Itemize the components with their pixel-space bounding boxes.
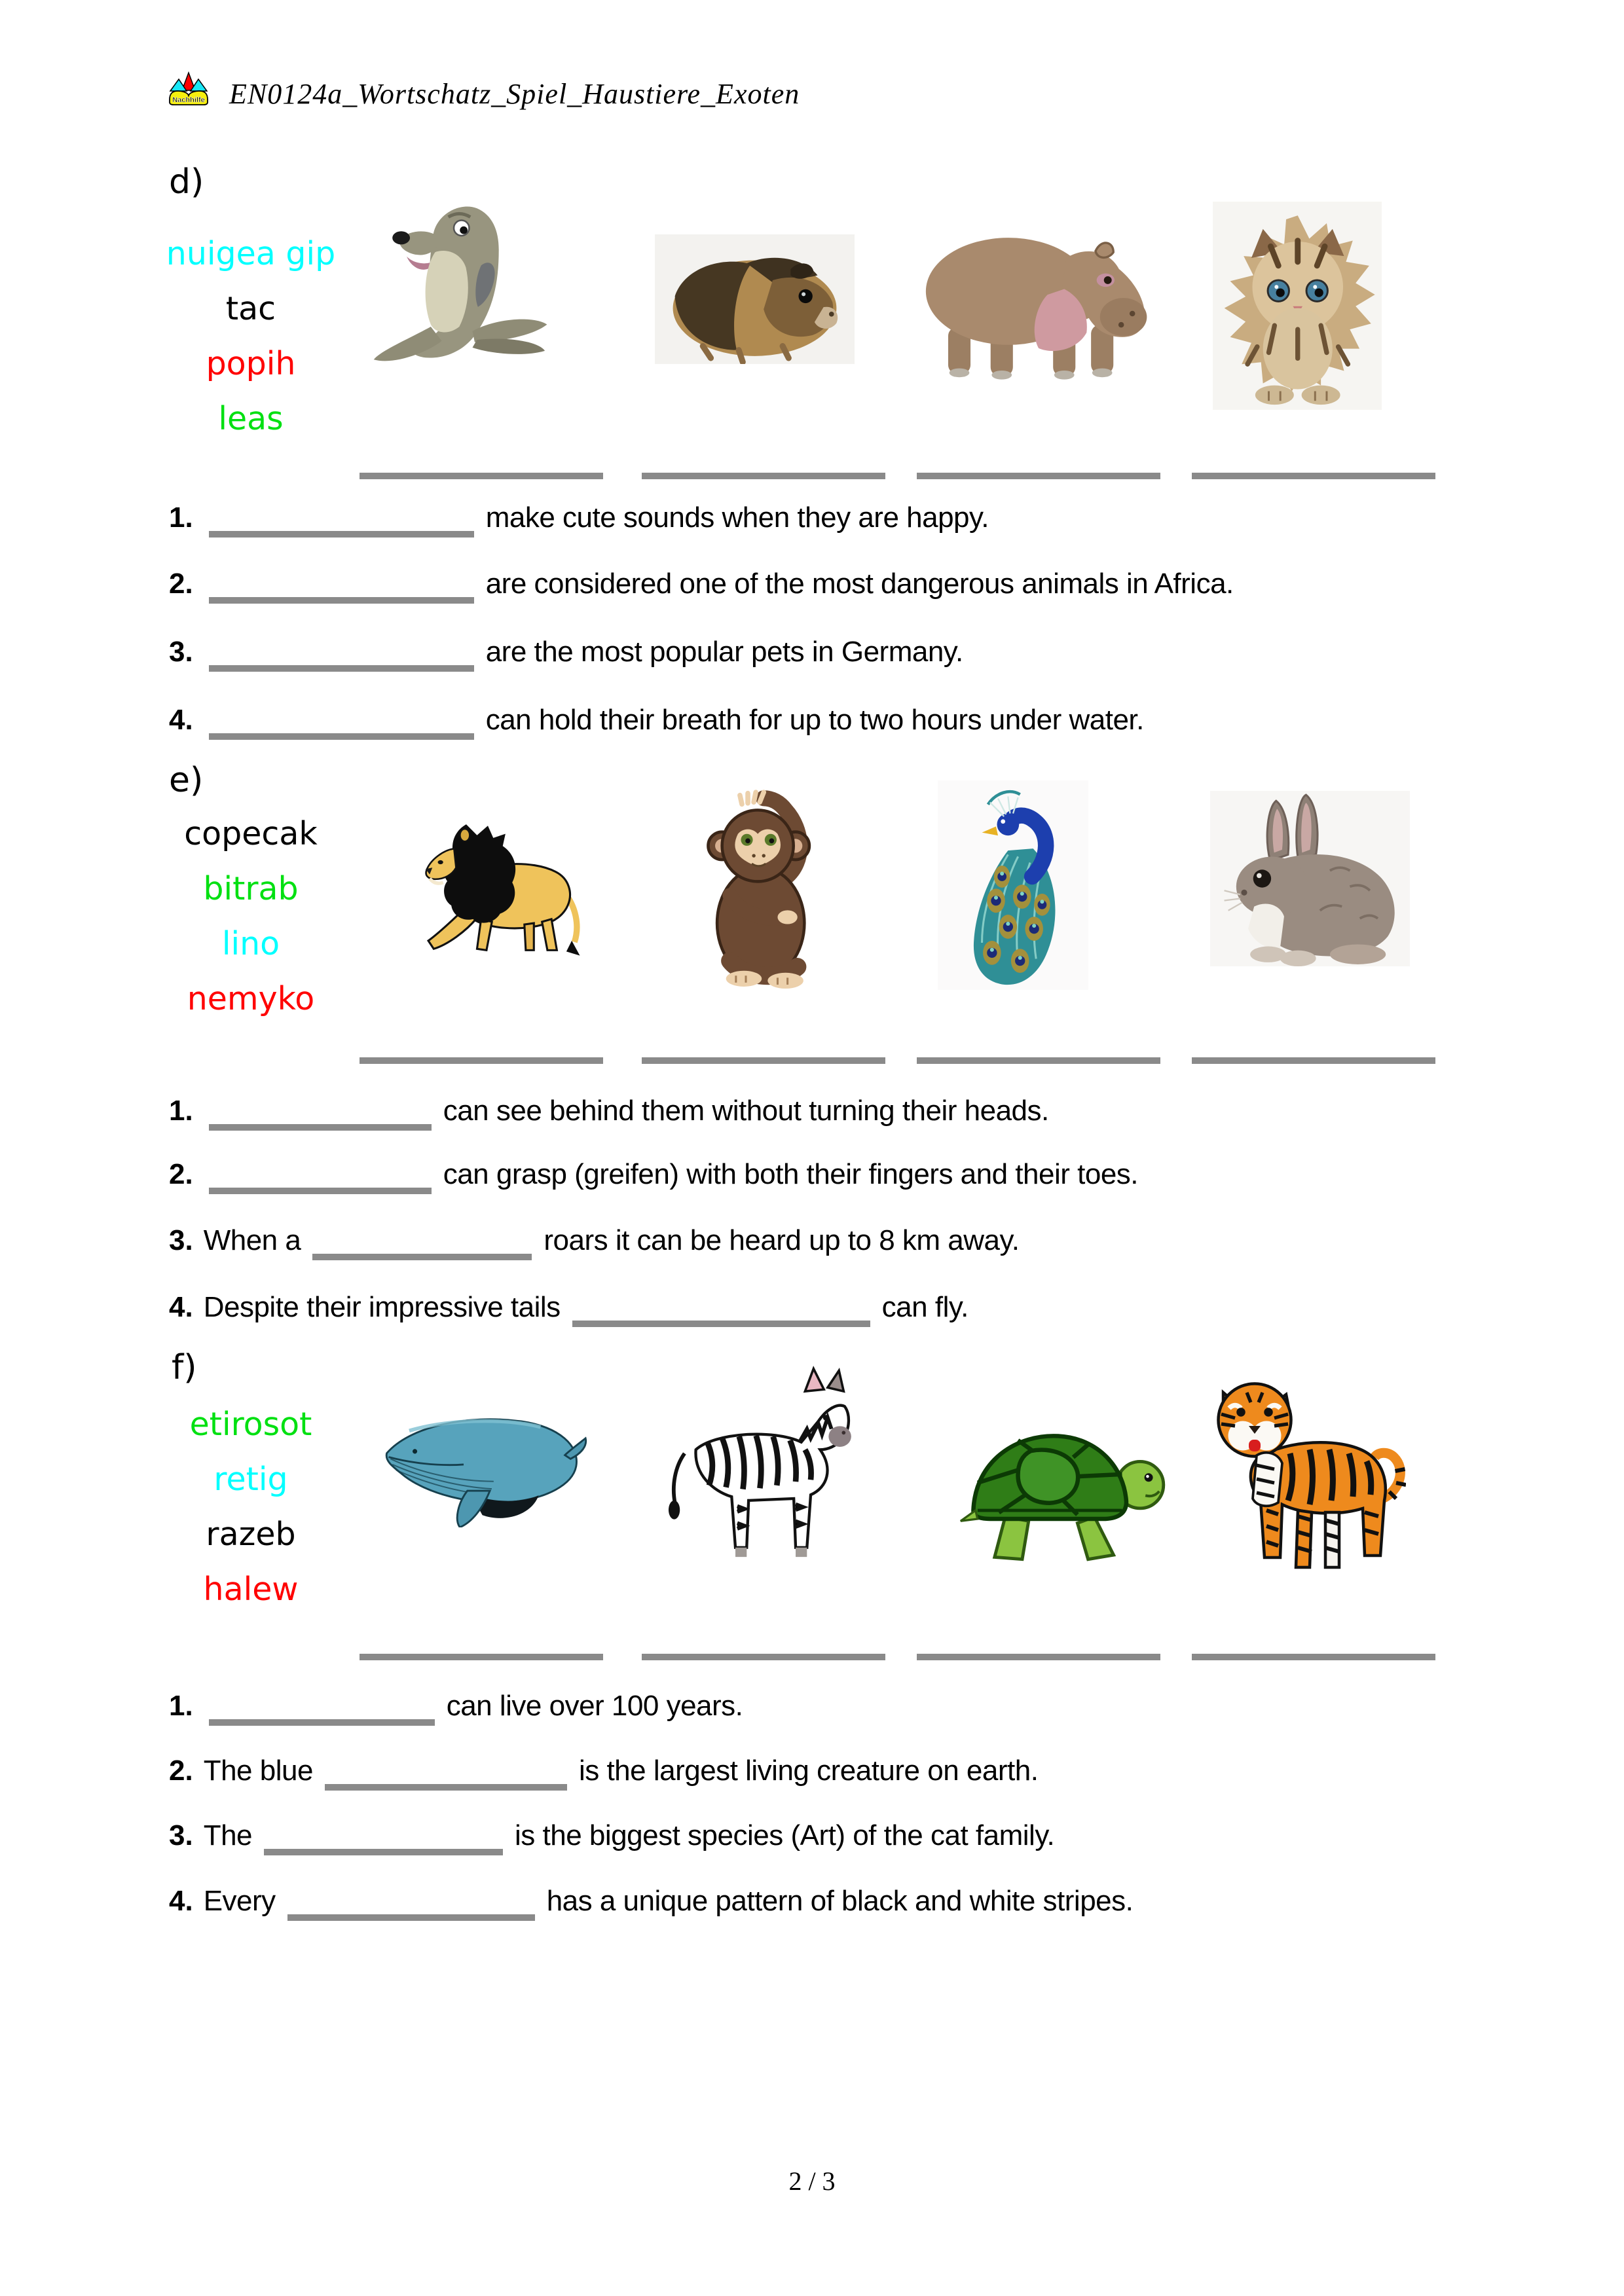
sentence: 1. make cute sounds when they are happy. bbox=[169, 501, 989, 538]
sentence-number: 1. bbox=[169, 1690, 193, 1722]
seal-image bbox=[367, 195, 622, 414]
sentence: 2. are considered one of the most dangerous animals in Africa. bbox=[169, 568, 1234, 604]
answer-line bbox=[642, 1654, 885, 1660]
answer-line bbox=[917, 1654, 1160, 1660]
sentence-number: 1. bbox=[169, 501, 193, 534]
answer-blank bbox=[209, 1188, 432, 1194]
answer-line bbox=[360, 1057, 603, 1064]
section-f-words bbox=[149, 1397, 352, 1617]
scrambled-word: leas bbox=[218, 400, 284, 437]
answer-blank bbox=[209, 1719, 435, 1726]
sentence-number: 2. bbox=[169, 1158, 193, 1190]
scrambled-word: copecak bbox=[184, 815, 318, 852]
sentence-number: 2. bbox=[169, 1755, 193, 1787]
answer-blank bbox=[264, 1849, 503, 1855]
sentence-number: 4. bbox=[169, 704, 193, 736]
answer-line bbox=[1192, 1654, 1435, 1660]
zebra-image bbox=[658, 1363, 851, 1589]
sentence: 4. Despite their impressive tails can fly. bbox=[169, 1291, 969, 1327]
answer-blank bbox=[209, 1124, 432, 1131]
answer-blank bbox=[209, 665, 474, 672]
answer-line bbox=[642, 1057, 885, 1064]
monkey-image bbox=[686, 784, 840, 989]
lion-image bbox=[386, 807, 589, 957]
sentence-number: 3. bbox=[169, 1224, 193, 1256]
whale-image bbox=[381, 1406, 587, 1527]
kitten-image bbox=[1213, 202, 1382, 410]
sentence-number: 4. bbox=[169, 1885, 193, 1917]
logo-text: Nachhilfe bbox=[172, 96, 205, 104]
tiger-image bbox=[1200, 1363, 1406, 1589]
sentence: 4. Every has a unique pattern of black and white stripes. bbox=[169, 1885, 1133, 1921]
answer-blank bbox=[209, 531, 474, 538]
sentence: 1. can live over 100 years. bbox=[169, 1690, 743, 1726]
hippo-image bbox=[910, 224, 1156, 381]
answer-line bbox=[1192, 1057, 1435, 1064]
scrambled-word: etirosot bbox=[189, 1406, 312, 1443]
sentence: 1. can see behind them without turning their heads. bbox=[169, 1095, 1049, 1131]
sentence: 3. are the most popular pets in Germany. bbox=[169, 636, 963, 672]
scrambled-word: razeb bbox=[206, 1516, 296, 1553]
mountain-logo-icon bbox=[168, 71, 210, 107]
answer-blank bbox=[312, 1254, 532, 1260]
scrambled-word: lino bbox=[221, 925, 280, 962]
sentence-number: 3. bbox=[169, 636, 193, 668]
nachhilfe-logo bbox=[168, 71, 210, 107]
answer-line bbox=[917, 1057, 1160, 1064]
section-e-words bbox=[149, 807, 352, 1027]
scrambled-word: nuigea gip bbox=[166, 235, 336, 272]
page-number: 2 / 3 bbox=[788, 2166, 836, 2196]
scrambled-word: tac bbox=[225, 290, 276, 327]
scrambled-word: retig bbox=[213, 1461, 288, 1498]
answer-line bbox=[917, 473, 1160, 479]
peacock-image bbox=[938, 780, 1088, 990]
scrambled-word: bitrab bbox=[203, 870, 299, 907]
answer-line bbox=[1192, 473, 1435, 479]
section-d-words bbox=[149, 227, 352, 446]
section-d-label: d) bbox=[169, 162, 204, 202]
answer-line bbox=[642, 473, 885, 479]
answer-line bbox=[360, 1654, 603, 1660]
section-f-label: f) bbox=[172, 1348, 197, 1387]
turtle-image bbox=[935, 1406, 1174, 1570]
document-title: EN0124a_Wortschatz_Spiel_Haustiere_Exoten bbox=[229, 78, 800, 110]
sentence-number: 3. bbox=[169, 1819, 193, 1851]
answer-blank bbox=[209, 597, 474, 604]
scrambled-word: nemyko bbox=[187, 980, 315, 1017]
answer-blank bbox=[325, 1784, 567, 1791]
guinea-pig-image bbox=[655, 234, 855, 364]
answer-blank bbox=[287, 1914, 535, 1921]
scrambled-word: popih bbox=[206, 345, 296, 382]
rabbit-image bbox=[1210, 791, 1410, 966]
answer-blank bbox=[209, 733, 474, 740]
answer-line bbox=[360, 473, 603, 479]
sentence-number: 1. bbox=[169, 1095, 193, 1127]
sentence: 4. can hold their breath for up to two hours under water. bbox=[169, 704, 1144, 740]
sentence: 3. When a roars it can be heard up to 8 km away. bbox=[169, 1224, 1019, 1260]
answer-blank bbox=[572, 1321, 870, 1327]
sentence: 3. The is the biggest species (Art) of the cat family. bbox=[169, 1819, 1054, 1855]
sentence-number: 4. bbox=[169, 1291, 193, 1323]
scrambled-word: halew bbox=[203, 1571, 299, 1608]
sentence-number: 2. bbox=[169, 568, 193, 600]
sentence: 2. can grasp (greifen) with both their fingers and their toes. bbox=[169, 1158, 1138, 1194]
section-e-label: e) bbox=[169, 761, 204, 800]
sentence: 2. The blue is the largest living creature on earth. bbox=[169, 1755, 1038, 1791]
